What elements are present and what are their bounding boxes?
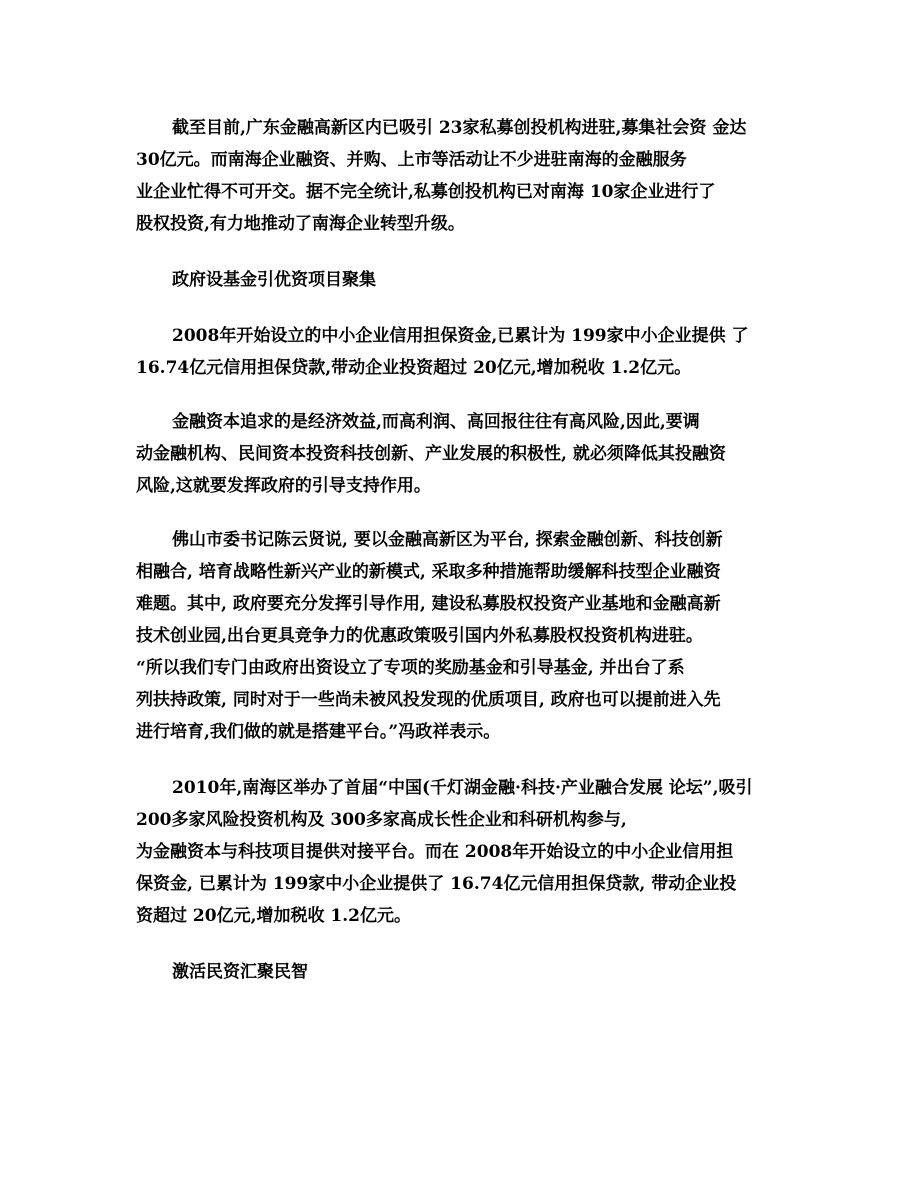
paragraph-3-line-3: 风险,这就要发挥政府的引导支持作用。 bbox=[136, 476, 431, 496]
paragraph-2-line-2: 16.74亿元信用担保贷款,带动企业投资超过 20亿元,增加税收 1.2亿元。 bbox=[136, 358, 692, 378]
paragraph-4-line-5: “所以我们专门由政府出资设立了专项的奖励基金和引导基金, 并出台了系 bbox=[136, 658, 685, 678]
paragraph-5-line-2: 200多家风险投资机构及 300多家高成长性企业和科研机构参与, bbox=[136, 810, 627, 830]
paragraph-4-line-3: 难题。其中, 政府要充分发挥引导作用, 建设私募股权投资产业基地和金融高新 bbox=[136, 594, 721, 614]
paragraph-1-line-1: 截至目前,广东金融高新区内已吸引 23家私募创投机构进驻,募集社会资 金达 bbox=[172, 118, 747, 138]
paragraph-4-line-2: 相融合, 培育战略性新兴产业的新模式, 采取多种措施帮助缓解科技型企业融资 bbox=[136, 562, 721, 582]
paragraph-3-line-1: 金融资本追求的是经济效益,而高利润、高回报往往有高风险,因此,要调 bbox=[172, 412, 700, 432]
paragraph-5-line-3: 为金融资本与科技项目提供对接平台。而在 2008年开始设立的中小企业信用担 bbox=[136, 842, 734, 862]
paragraph-4-line-7: 进行培育,我们做的就是搭建平台。”冯政祥表示。 bbox=[136, 722, 501, 742]
paragraph-1-line-2: 30亿元。而南海企业融资、并购、上市等活动让不少进驻南海的金融服务 bbox=[136, 150, 687, 170]
paragraph-1-line-3: 业企业忙得不可开交。据不完全统计,私募创投机构已对南海 10家企业进行了 bbox=[136, 182, 716, 202]
paragraph-5-line-4: 保资金, 已累计为 199家中小企业提供了 16.74亿元信用担保贷款, 带动企业投 bbox=[136, 874, 737, 894]
paragraph-4-line-1: 佛山市委书记陈云贤说, 要以金融高新区为平台, 探索金融创新、科技创新 bbox=[172, 530, 723, 550]
paragraph-5-line-5: 资超过 20亿元,增加税收 1.2亿元。 bbox=[136, 906, 411, 926]
section-heading-activate-private-capital: 激活民资汇聚民智 bbox=[172, 962, 308, 982]
section-heading-government-fund: 政府设基金引优资项目聚集 bbox=[172, 270, 376, 290]
paragraph-1-line-4: 股权投资,有力地推动了南海企业转型升级。 bbox=[136, 214, 465, 234]
paragraph-2-line-1: 2008年开始设立的中小企业信用担保资金,已累计为 199家中小企业提供 了 bbox=[172, 326, 749, 346]
paragraph-3-line-2: 动金融机构、民间资本投资科技创新、产业发展的积极性, 就必须降低其投融资 bbox=[136, 444, 726, 464]
paragraph-5-line-1: 2010年,南海区举办了首届“中国(千灯湖金融·科技·产业融合发展 论坛”,吸引 bbox=[172, 778, 753, 798]
paragraph-4-line-4: 技术创业园,出台更具竞争力的优惠政策吸引国内外私募股权投资机构进驻。 bbox=[136, 626, 703, 646]
paragraph-4-line-6: 列扶持政策, 同时对于一些尚未被风投发现的优质项目, 政府也可以提前进入先 bbox=[136, 690, 721, 710]
